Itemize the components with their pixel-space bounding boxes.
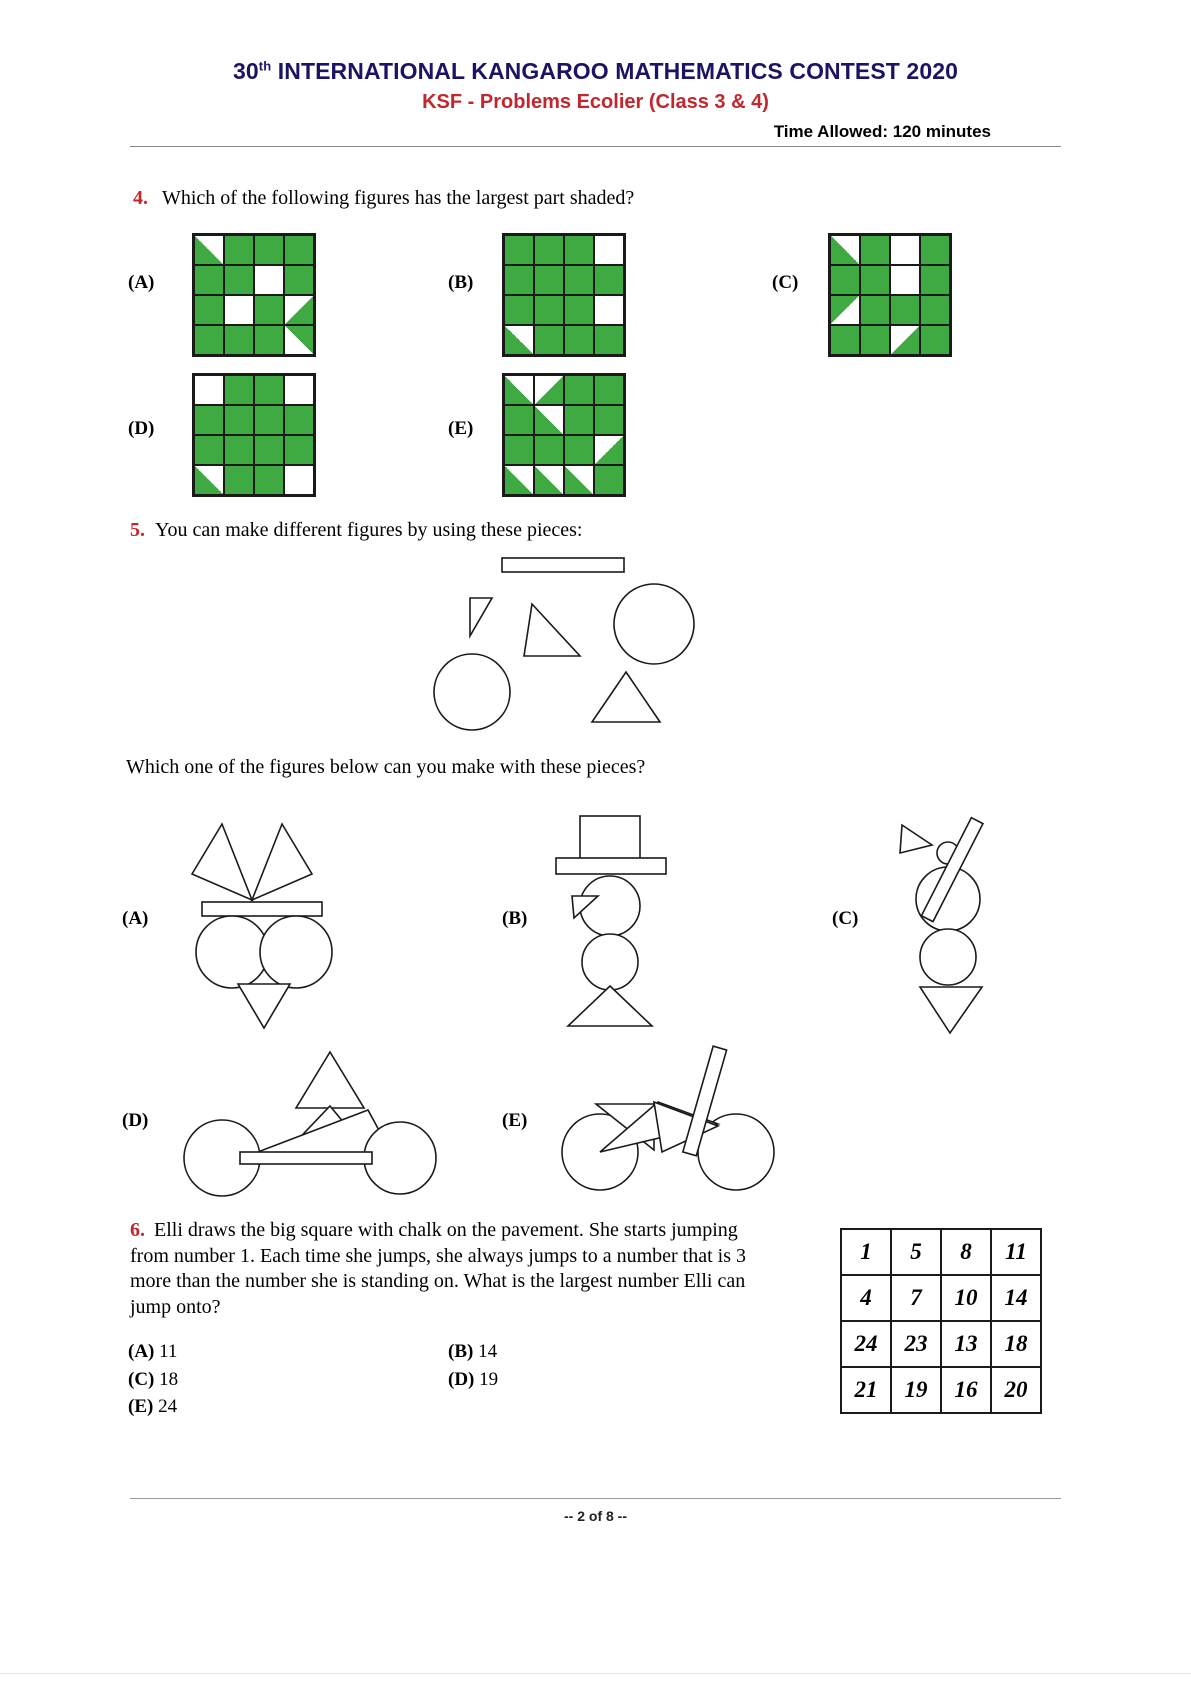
grid-cell	[254, 235, 284, 265]
time-allowed: Time Allowed: 120 minutes	[773, 122, 991, 141]
choice-label-6b: (B)	[448, 1341, 474, 1362]
contest-title: 30th INTERNATIONAL KANGAROO MATHEMATICS CONTEST 2020	[232, 58, 959, 84]
grid-cell	[284, 265, 314, 295]
grid-cell	[534, 465, 564, 495]
grid-cell	[194, 325, 224, 355]
choice-value-6b: 14	[478, 1341, 498, 1362]
option-label-4c: (C)	[772, 272, 799, 293]
grid-cell	[830, 325, 860, 355]
option-label-5b: (B)	[502, 908, 528, 929]
grid-cell	[224, 375, 254, 405]
table-row	[841, 1229, 1041, 1275]
grid-number-cell: 7	[891, 1275, 941, 1321]
choice-label-6d: (D)	[448, 1368, 475, 1390]
figure-4b	[502, 233, 626, 357]
grid-cell	[224, 435, 254, 465]
question-5-text: You can make different figures by using these pieces:	[155, 519, 583, 541]
grid-cell	[564, 465, 594, 495]
grid-cell	[534, 235, 564, 265]
grid-number-cell: 18	[991, 1321, 1041, 1367]
figure-4e	[502, 373, 626, 497]
grid-cell	[224, 405, 254, 435]
question-4-number: 4.	[133, 187, 148, 209]
page-number: -- 2 of 8 --	[564, 1508, 627, 1524]
question-6-number: 6.	[130, 1219, 145, 1241]
grid-cell	[224, 235, 254, 265]
grid-number-cell: 5	[891, 1229, 941, 1275]
grid-cell	[504, 235, 534, 265]
grid-cell	[504, 295, 534, 325]
grid-number-cell: 13	[941, 1321, 991, 1367]
grid-cell	[284, 375, 314, 405]
figure-5e	[558, 1040, 783, 1200]
grid-cell	[504, 265, 534, 295]
page-bottom-edge	[0, 1673, 1191, 1684]
question-5	[130, 518, 1060, 544]
grid-number-cell: 21	[841, 1367, 891, 1413]
choice-value-6e: 24	[158, 1396, 178, 1418]
figure-5c	[890, 805, 1020, 1040]
figure-5d	[182, 1040, 442, 1200]
grid-cell	[194, 405, 224, 435]
question-5-number: 5.	[130, 519, 145, 541]
grid-cell	[860, 235, 890, 265]
grid-cell	[504, 325, 534, 355]
grid-number-cell: 14	[991, 1275, 1041, 1321]
grid-cell	[564, 235, 594, 265]
grid-cell	[194, 375, 224, 405]
option-label-5e: (E)	[502, 1110, 528, 1131]
grid-number-cell: 8	[941, 1229, 991, 1275]
grid-cell	[284, 435, 314, 465]
grid-cell	[890, 265, 920, 295]
figure-5-pieces	[420, 552, 740, 742]
choice-label-6e: (E)	[128, 1396, 154, 1418]
grid-cell	[194, 435, 224, 465]
contest-subtitle: KSF - Problems Ecolier (Class 3 & 4)	[422, 91, 769, 113]
grid-cell	[564, 295, 594, 325]
option-label-4d: (D)	[128, 418, 155, 439]
question-4-text: Which of the following figures has the largest part shaded?	[162, 187, 635, 209]
grid-cell	[830, 265, 860, 295]
question-6-text: Elli draws the big square with chalk on the pavement. She starts jumping from number 1. Each time she jumps, she always jumps to a number that is 3 more than the number she is standing on. What is the largest number Elli can jump onto?	[130, 1219, 746, 1318]
choice-value-6d: 19	[479, 1368, 499, 1390]
grid-cell	[534, 375, 564, 405]
grid-number-cell: 10	[941, 1275, 991, 1321]
figure-4c	[828, 233, 952, 357]
grid-number-cell: 4	[841, 1275, 891, 1321]
footer-divider	[130, 1498, 1061, 1499]
table-row	[841, 1321, 1041, 1367]
grid-cell	[890, 295, 920, 325]
grid-cell	[254, 295, 284, 325]
grid-cell	[594, 465, 624, 495]
grid-cell	[534, 295, 564, 325]
grid-cell	[564, 375, 594, 405]
grid-number-cell: 19	[891, 1367, 941, 1413]
grid-number-cell: 16	[941, 1367, 991, 1413]
grid-cell	[920, 265, 950, 295]
grid-cell	[564, 325, 594, 355]
grid-cell	[564, 405, 594, 435]
header-divider	[130, 146, 1061, 147]
grid-cell	[504, 375, 534, 405]
grid-cell	[920, 235, 950, 265]
choice-value-6c: 18	[159, 1368, 179, 1390]
grid-cell	[194, 265, 224, 295]
grid-cell	[890, 325, 920, 355]
grid-cell	[594, 435, 624, 465]
grid-cell	[224, 465, 254, 495]
grid-cell	[890, 235, 920, 265]
option-label-5c: (C)	[832, 908, 859, 929]
grid-cell	[594, 265, 624, 295]
grid-cell	[594, 405, 624, 435]
grid-cell	[284, 325, 314, 355]
grid-cell	[534, 405, 564, 435]
option-label-4b: (B)	[448, 272, 474, 293]
table-row	[841, 1275, 1041, 1321]
grid-cell	[830, 295, 860, 325]
question-4	[133, 186, 1053, 212]
grid-cell	[254, 435, 284, 465]
question-5-followup: Which one of the figures below can you make with these pieces?	[126, 756, 646, 778]
grid-cell	[254, 405, 284, 435]
grid-number-cell: 23	[891, 1321, 941, 1367]
figure-4d	[192, 373, 316, 497]
grid-cell	[594, 325, 624, 355]
choice-value-6a: 11	[159, 1341, 178, 1362]
grid-number-cell: 24	[841, 1321, 891, 1367]
grid-cell	[564, 435, 594, 465]
grid-number-cell: 1	[841, 1229, 891, 1275]
grid-cell	[254, 325, 284, 355]
grid-cell	[284, 465, 314, 495]
grid-cell	[830, 235, 860, 265]
grid-cell	[254, 265, 284, 295]
figure-5b	[552, 810, 702, 1040]
option-label-4e: (E)	[448, 418, 474, 439]
table-row	[841, 1367, 1041, 1413]
grid-cell	[224, 325, 254, 355]
grid-cell	[534, 325, 564, 355]
grid-cell	[224, 295, 254, 325]
grid-cell	[284, 295, 314, 325]
grid-cell	[594, 375, 624, 405]
grid-cell	[194, 465, 224, 495]
grid-cell	[594, 295, 624, 325]
grid-cell	[254, 375, 284, 405]
choice-label-6a: (A)	[128, 1341, 155, 1362]
grid-cell	[194, 235, 224, 265]
grid-cell	[860, 295, 890, 325]
option-label-5a: (A)	[122, 908, 149, 929]
grid-cell	[504, 465, 534, 495]
figure-4a	[192, 233, 316, 357]
grid-cell	[564, 265, 594, 295]
question-6-choices	[128, 1338, 748, 1421]
option-label-5d: (D)	[122, 1110, 149, 1131]
jumping-number-grid	[840, 1228, 1042, 1414]
grid-cell	[194, 295, 224, 325]
grid-cell	[284, 405, 314, 435]
grid-cell	[594, 235, 624, 265]
grid-cell	[504, 405, 534, 435]
grid-cell	[224, 265, 254, 295]
grid-cell	[504, 435, 534, 465]
grid-number-cell: 11	[991, 1229, 1041, 1275]
grid-cell	[534, 265, 564, 295]
grid-number-cell: 20	[991, 1367, 1041, 1413]
choice-label-6c: (C)	[128, 1368, 155, 1390]
figure-5a	[180, 812, 350, 1037]
page-header	[0, 0, 1191, 114]
grid-cell	[920, 295, 950, 325]
grid-cell	[860, 325, 890, 355]
grid-cell	[284, 235, 314, 265]
grid-cell	[860, 265, 890, 295]
grid-cell	[254, 465, 284, 495]
grid-cell	[920, 325, 950, 355]
grid-cell	[534, 435, 564, 465]
option-label-4a: (A)	[128, 272, 155, 293]
